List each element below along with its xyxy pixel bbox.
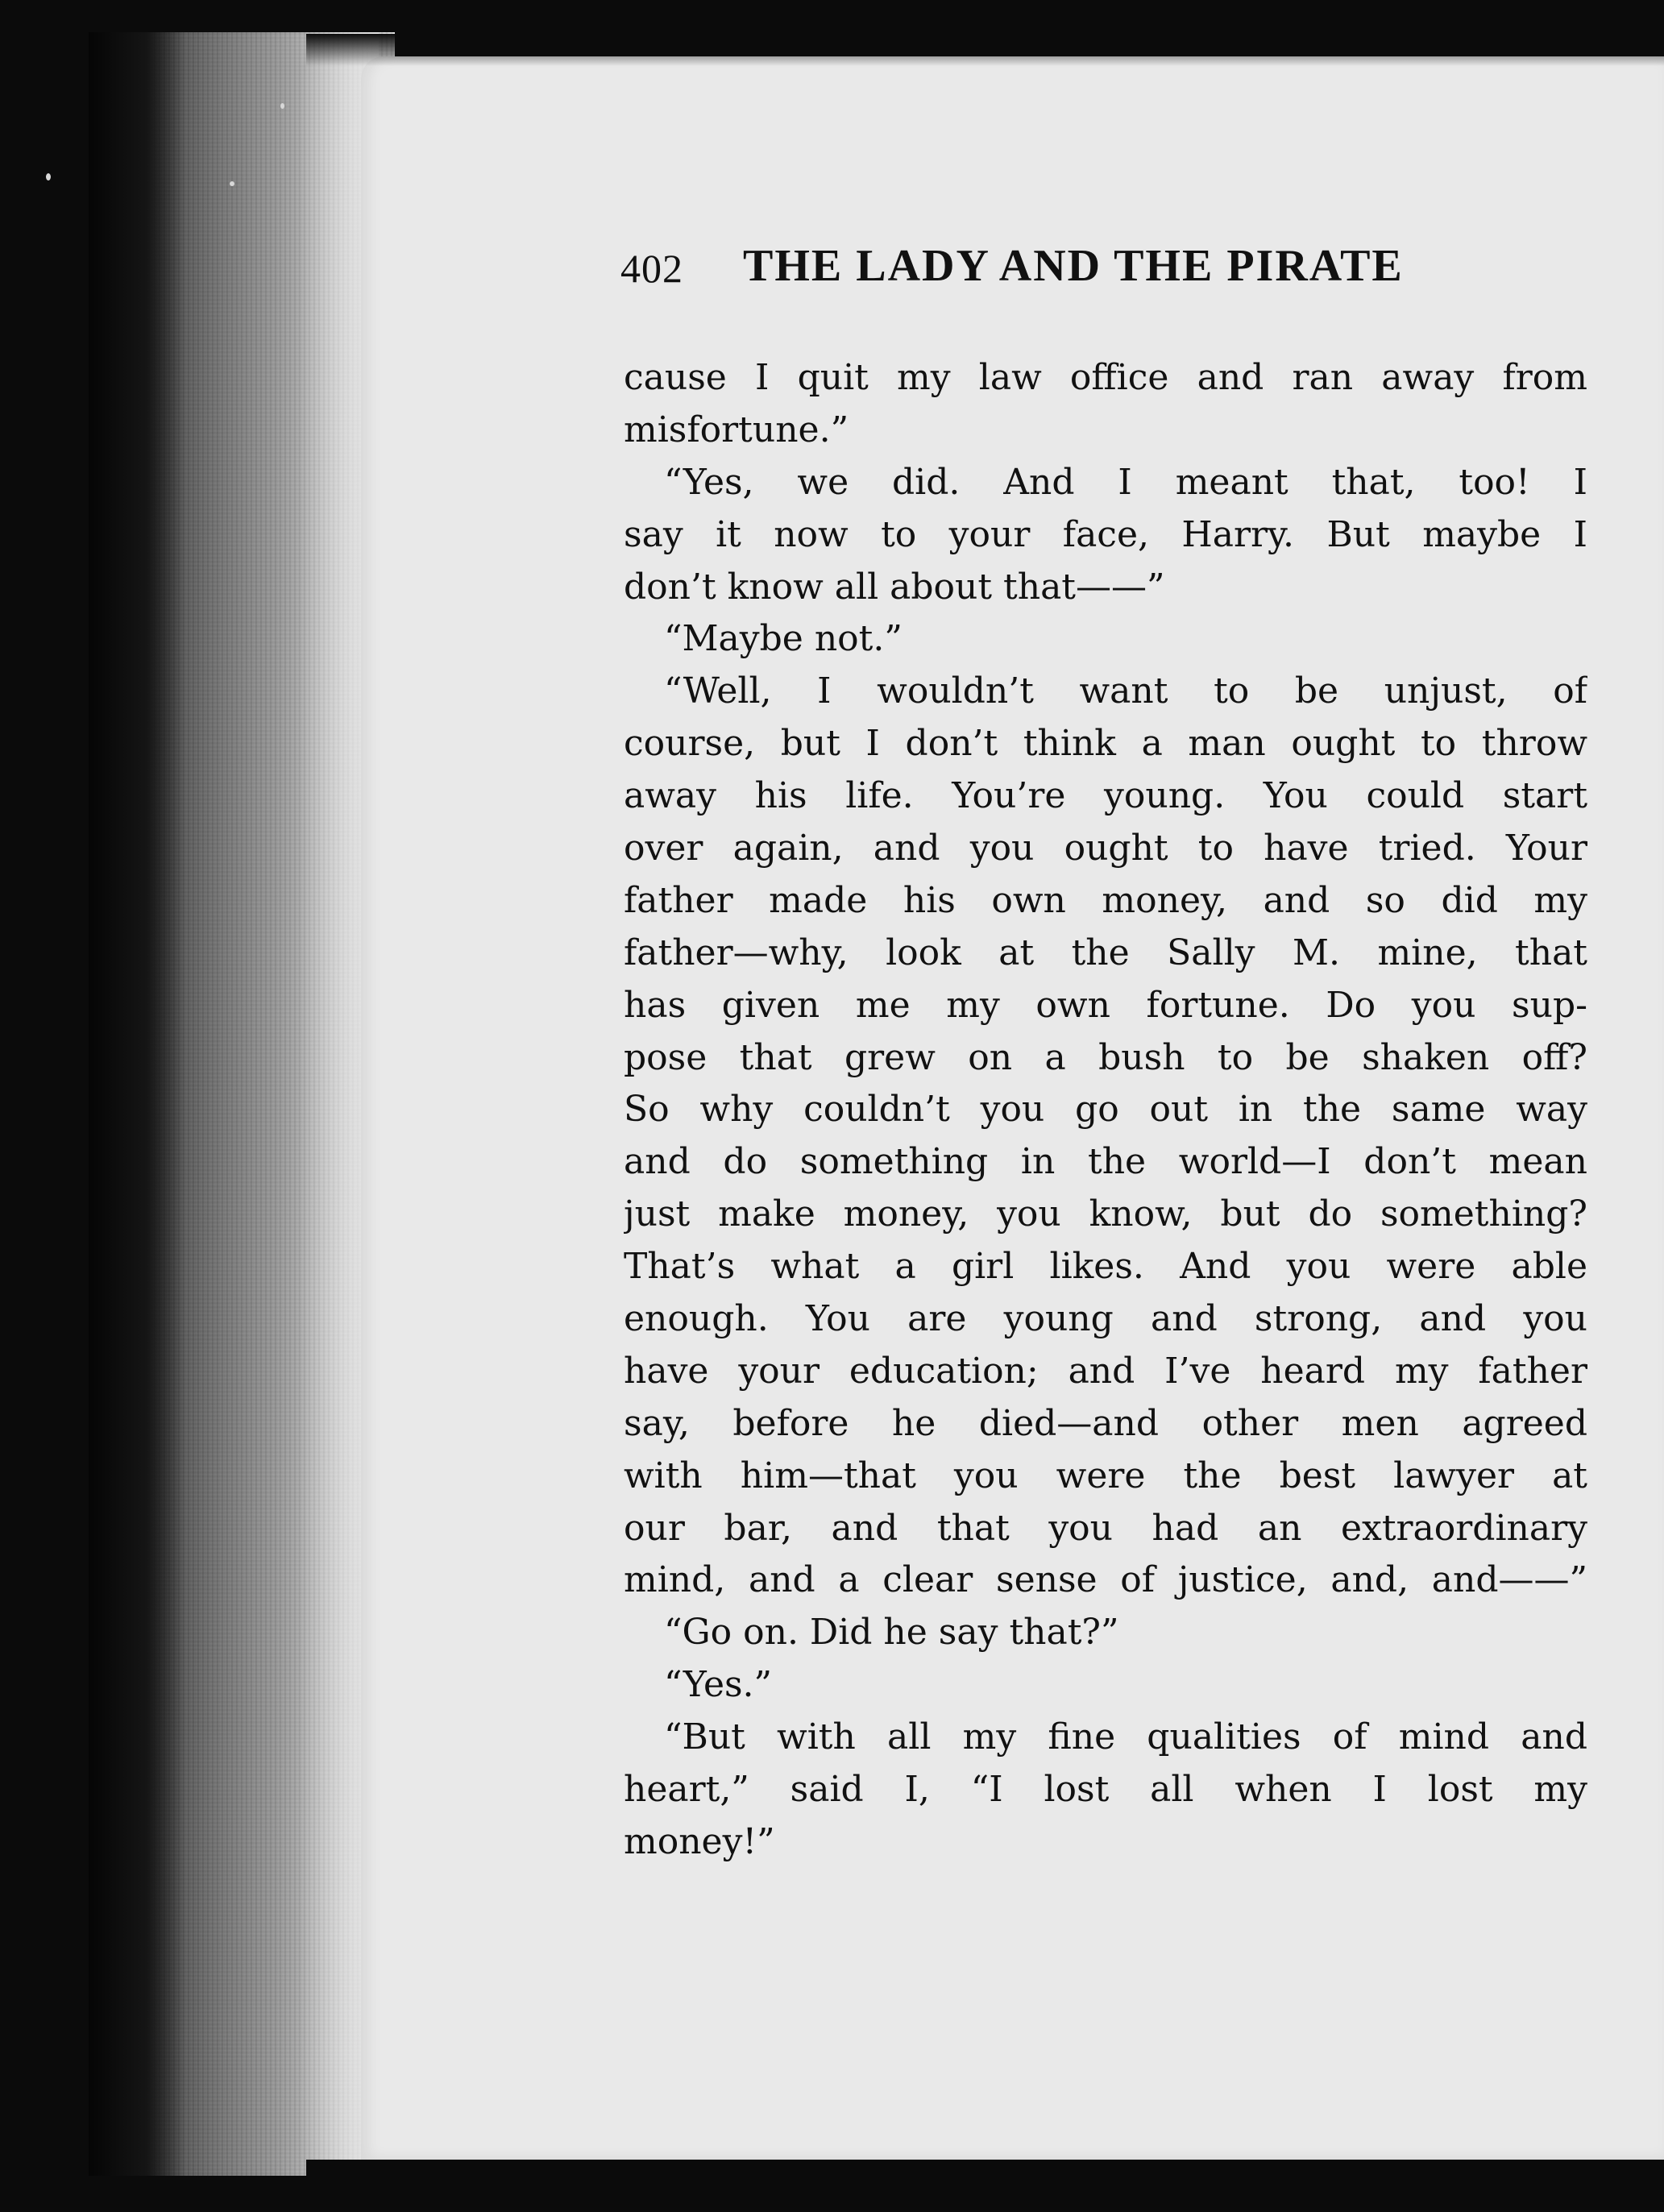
text-line: father—why, look at the Sally M. mine, that [624, 932, 1587, 973]
text-line: cause I quit my law office and ran away from [624, 357, 1587, 398]
text-line: That’s what a girl likes. And you were able [624, 1246, 1587, 1288]
text-line: “Go on. Did he say that?” [664, 1612, 1119, 1654]
text-line: don’t know all about that——” [624, 566, 1165, 608]
text-line: So why couldn’t you go out in the same way [624, 1089, 1587, 1131]
text-line: pose that grew on a bush to be shaken off? [624, 1036, 1587, 1078]
book-spine-shadow [89, 32, 185, 2176]
text-line: father made his own money, and so did my [624, 879, 1587, 921]
text-line: and do something in the world—I don’t mean [624, 1141, 1587, 1183]
page-bottom-background [306, 2160, 1664, 2212]
text-line: mind, and a clear sense of justice, and, and——” [624, 1559, 1587, 1601]
scan-speck [280, 103, 284, 109]
text-line: misfortune.” [624, 409, 849, 450]
text-line: away his life. You’re young. You could start [624, 775, 1587, 817]
text-line: has given me my own fortune. Do you sup- [624, 984, 1587, 1026]
text-line: “Yes.” [664, 1664, 773, 1706]
page-number: 402 [620, 246, 683, 291]
text-line: our bar, and that you had an extraordinary [624, 1507, 1587, 1549]
text-line: say it now to your face, Harry. But maybe I [624, 513, 1587, 555]
text-line: “Maybe not.” [664, 618, 903, 660]
text-line: have your education; and I’ve heard my father [624, 1350, 1587, 1392]
text-line: just make money, you know, but do something? [624, 1193, 1587, 1235]
text-line: “Yes, we did. And I meant that, too! I [664, 461, 1587, 503]
text-line: “But with all my fine qualities of mind and [664, 1716, 1587, 1758]
text-line: money!” [624, 1820, 775, 1862]
text-line: say, before he died—and other men agreed [624, 1402, 1587, 1444]
running-head [620, 240, 1467, 305]
body-text [624, 352, 1587, 1869]
scan-speck [46, 173, 51, 181]
text-line: “Well, I wouldn’t want to be unjust, of [664, 670, 1587, 712]
page-top-shadow [306, 34, 1664, 66]
scan-speck [230, 181, 234, 186]
text-line: with him—that you were the best lawyer at [624, 1455, 1587, 1496]
book-title-header: THE LADY AND THE PIRATE [743, 241, 1404, 291]
text-line: over again, and you ought to have tried. Your [624, 828, 1587, 869]
text-line: heart,” said I, “I lost all when I lost my [624, 1769, 1587, 1811]
text-line: enough. You are young and strong, and you [624, 1298, 1587, 1340]
text-line: course, but I don’t think a man ought to throw [624, 723, 1587, 765]
